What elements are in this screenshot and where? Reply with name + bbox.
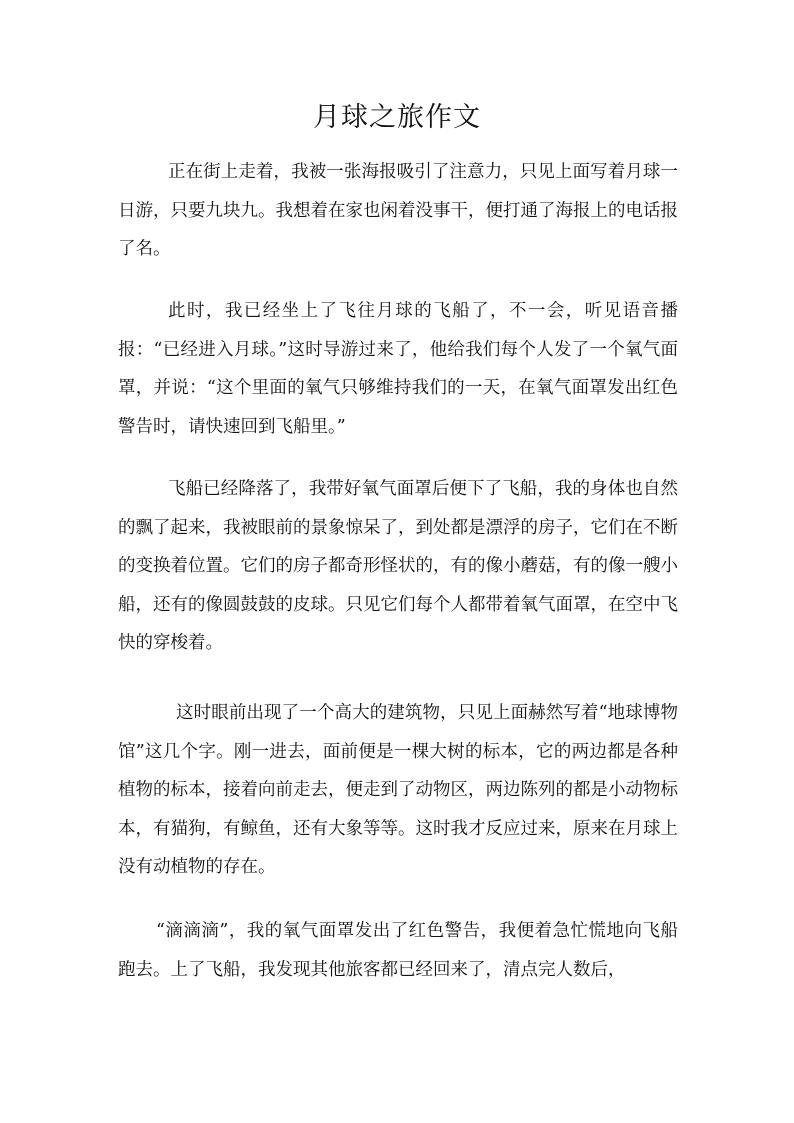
document-title: 月球之旅作文 xyxy=(313,102,481,133)
paragraph-3: 飞船已经降落了，我带好氧气面罩后便下了飞船，我的身体也自然的飘了起来，我被眼前的景象惊呆了，到处都是漂浮的房子，它们在不断的变换着位置。它们的房子都奇形怪状的，有的像小蘑菇，有的像一艘小船，还有的像圆鼓鼓的皮球。只见它们每个人都带着氧气面罩，在空中飞快的穿梭着。 xyxy=(118,479,678,653)
paragraph-1: 正在街上走着，我被一张海报吸引了注意力，只见上面写着月球一日游，只要九块九。我想着在家也闲着没事干，便打通了海报上的电话报了名。 xyxy=(118,162,678,259)
paragraph-5: “滴滴滴”，我的氧气面罩发出了红色警告，我便着急忙慌地向飞船跑去。上了飞船，我发现其他旅客都已经回来了，清点完人数后， xyxy=(118,921,678,980)
paragraph-4: 这时眼前出现了一个高大的建筑物，只见上面赫然写着“地球博物馆”这几个字。刚一进去，面前便是一棵大树的标本，它的两边都是各种植物的标本，接着向前走去，便走到了动物区，两边陈列的都是小动物标本，有猫狗，有鲸鱼，还有大象等等。这时我才反应过来，原来在月球上没有动植物的存在。 xyxy=(118,703,678,877)
paragraph-2: 此时，我已经坐上了飞往月球的飞船了，不一会，听见语音播报：“已经进入月球。”这时导游过来了，他给我们每个人发了一个氧气面罩，并说：“这个里面的氧气只够维持我们的一天，在氧气面罩发出红色警告时，请快速回到飞船里。” xyxy=(118,301,678,437)
